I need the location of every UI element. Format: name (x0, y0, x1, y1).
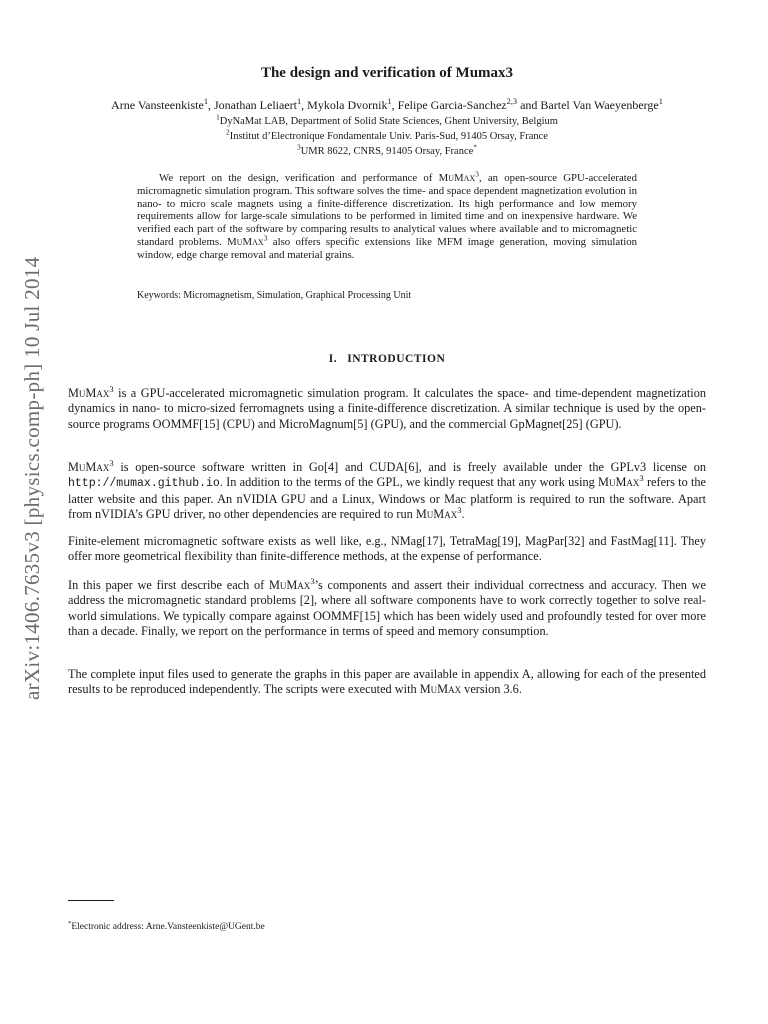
affiliation-mark: 3 (297, 142, 301, 152)
author-separator: and (517, 98, 541, 112)
affiliation-1 (68, 112, 706, 127)
author-list (60, 98, 714, 113)
intro-paragraph-4 (68, 575, 706, 639)
software-version-sup: 3 (310, 575, 315, 586)
abstract-text: , an open-source GPU-accelerated micromagnetic simulation program. This software solves the time- and space dependent magnetization evolution in nano- to micro scale magnets using a finite-difference discretization. Its high performance and low memory requirements allow for large-scale simulations to be performed in limited time and on inexpensive hardware. We verified each part of the software by comparing results to analytical values where available and to micromagnetic standard problems. (137, 172, 637, 248)
footnote-mark: * (68, 919, 72, 927)
footnote-text: Electronic address: Arne.Vansteenkiste@UGent.be (71, 922, 265, 932)
software-name: MuMax (415, 506, 458, 521)
intro-paragraph-2 (68, 457, 706, 522)
section-heading (68, 353, 706, 365)
author-separator: , (301, 98, 308, 112)
affiliation-3 (68, 142, 706, 157)
software-name: MuMax (419, 682, 462, 697)
abstract-text: We report on the design, verification and performance of (159, 172, 439, 184)
author-separator: , (208, 98, 214, 112)
software-name: MuMax (598, 475, 640, 490)
paragraph-text: is a GPU-accelerated micromagnetic simulation program. It calculates the space- and time-dependent magnetization dynamics in nano- to micro-sized ferromagnets using a finite-difference discretization. A similar technique is used by the open-source programs OOMMF[15] (CPU) and MicroMagnum[5] (GPU), and the commercial GpMagnet[25] (GPU). (68, 386, 706, 431)
abstract-text: also offers specific extensions like MFM image generation, moving simulation window, edge charge removal and material grains. (137, 235, 638, 261)
author-affil-mark: 1 (296, 97, 302, 106)
software-name: MuMax (68, 386, 110, 400)
author-affil-mark: 1 (387, 97, 392, 106)
paragraph-text: The complete input files used to generate the graphs in this paper are available in appendix A, allowing for each of the presented results to be reproduced independently. The scripts were executed with (68, 667, 706, 697)
affiliation-text: Institut d’Electronique Fondamentale Univ. Paris-Sud, 91405 Orsay, France (229, 131, 548, 142)
software-name: MuMax (68, 460, 110, 474)
arxiv-identifier: arXiv:1406.7635v3 [physics.comp-ph] 10 Jul 2014 (20, 256, 44, 700)
author-name: Bartel Van Waeyenberge (540, 98, 659, 112)
section-number: I. (328, 353, 338, 365)
author-name: Arne Vansteenkiste (111, 98, 204, 112)
footnote-divider (68, 900, 114, 901)
paragraph-text: version 3.6. (461, 682, 522, 697)
author-affil-mark: 1 (658, 97, 663, 106)
author-affil-mark: 1 (203, 97, 208, 106)
author-affil-mark: 2,3 (506, 97, 518, 106)
abstract (137, 169, 638, 262)
paragraph-text: In this paper we first describe each of (68, 578, 269, 592)
paragraph-text: . (461, 506, 465, 521)
paper-title: The design and verification of Mumax3 (260, 65, 514, 81)
software-name: MuMax (227, 235, 264, 248)
affiliation-mark: 1 (216, 112, 220, 122)
affiliation-mark: 2 (226, 127, 230, 137)
paragraph-text: refers to the latter website and this paper. An nVIDIA GPU and a Linux, Windows or Mac platform is required to run the software. Apart from nVIDIA’s GPU driver, no other dependencies are required to run (68, 475, 706, 521)
author-name: Mykola Dvornik (307, 98, 388, 112)
project-url-link[interactable]: http://mumax.github.io (68, 477, 220, 491)
intro-paragraph-1 (68, 383, 706, 432)
keywords: Keywords: Micromagnetism, Simulation, Graphical Processing Unit (137, 290, 412, 301)
software-name: MuMax (268, 578, 311, 592)
software-version-sup: 3 (639, 473, 644, 484)
affiliation-text: DyNaMat LAB, Department of Solid State Sciences, Ghent University, Belgium (219, 116, 558, 127)
software-version-sup: 3 (109, 383, 114, 394)
software-version-sup: 3 (475, 169, 479, 179)
section-title: INTRODUCTION (347, 353, 446, 365)
affiliation-2 (68, 127, 706, 142)
author-name: Jonathan Leliaert (214, 98, 297, 112)
footnote (68, 919, 668, 932)
software-version-sup: 3 (263, 233, 268, 243)
paragraph-text: . In addition to the terms of the GPL, we kindly request that any work using (219, 475, 599, 490)
paragraph-text: ’s components and assert their individual correctness and accuracy. Then we address the micromagnetic standard problems [2], where all software components have to work correctly together to solve real-world simulations. We typically compare against OOMMF[15] which has been widely used and profoundly tested for over more than a decade. Finally, we report on the performance in terms of speed and memory consumption. (68, 578, 706, 638)
author-name: Felipe Garcia-Sanchez (397, 98, 507, 112)
paragraph-text: is open-source software written in Go[4] and CUDA[6], and is freely available under the GPLv3 license on (113, 460, 706, 474)
corresponding-author-mark: * (473, 142, 477, 152)
software-name: MuMax (438, 172, 476, 184)
software-version-sup: 3 (109, 457, 114, 468)
software-version-sup: 3 (457, 504, 462, 515)
author-separator: , (391, 98, 398, 112)
intro-paragraph-3: Finite-element micromagnetic software exists as well like, e.g., NMag[17], TetraMag[19], MagPar[32] and FastMag[11]. They offer more geometrical flexibility than finite-difference methods, at the expense of performance. (68, 534, 706, 564)
intro-paragraph-5 (68, 667, 706, 698)
affiliation-text: UMR 8622, CNRS, 91405 Orsay, France (300, 146, 474, 157)
